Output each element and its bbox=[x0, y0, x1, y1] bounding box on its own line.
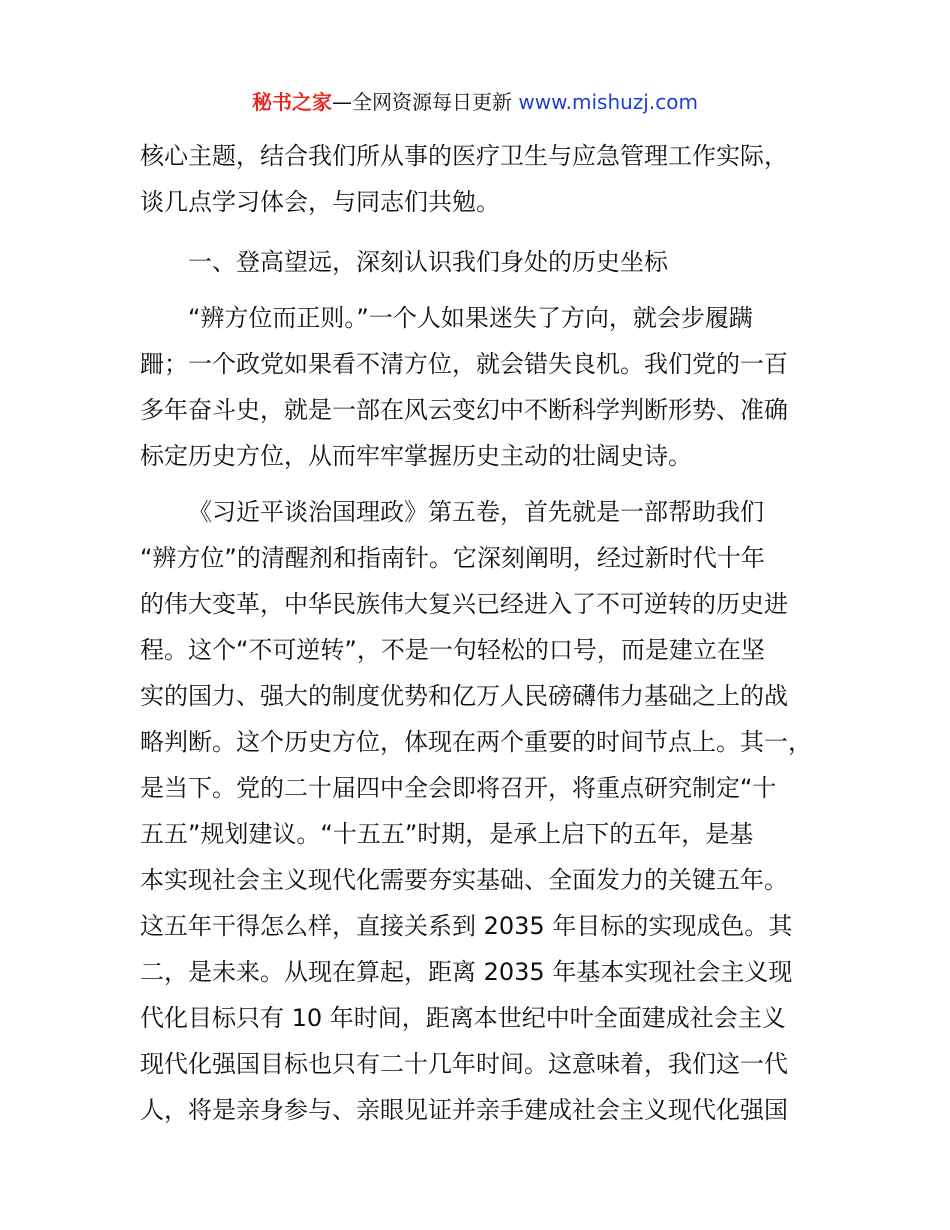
paragraph-line: 代化目标只有 10 年时间，距离本世纪中叶全面建成社会主义 bbox=[140, 1004, 786, 1032]
paragraph-line: 五五”规划建议。“十五五”时期，是承上启下的五年，是基 bbox=[140, 820, 754, 848]
paragraph-line: 实的国力、强大的制度优势和亿万人民磅礴伟力基础之上的战 bbox=[140, 682, 788, 710]
paragraph-line: 程。这个“不可逆转”，不是一句轻松的口号，而是建立在坚 bbox=[140, 636, 765, 664]
paragraph-line: 跚；一个政党如果看不清方位，就会错失良机。我们党的一百 bbox=[140, 350, 788, 378]
paragraph-line: 本实现社会主义现代化需要夯实基础、全面发力的关键五年。 bbox=[140, 866, 788, 894]
document-body bbox=[140, 133, 835, 1133]
site-url-link[interactable]: www.mishuzj.com bbox=[518, 90, 698, 114]
paragraph-line: 的伟大变革，中华民族伟大复兴已经进入了不可逆转的历史进 bbox=[140, 590, 788, 618]
paragraph-line: 现代化强国目标也只有二十几年时间。这意味着，我们这一代 bbox=[140, 1050, 788, 1078]
paragraph-line: 是当下。党的二十届四中全会即将召开，将重点研究制定“十 bbox=[140, 774, 777, 802]
paragraph-line: 谈几点学习体会，与同志们共勉。 bbox=[140, 188, 500, 216]
paragraph-line: 标定历史方位，从而牢牢掌握历史主动的壮阔史诗。 bbox=[140, 442, 692, 470]
page-header bbox=[0, 86, 950, 118]
paragraph-line: “辨方位”的清醒剂和指南针。它深刻阐明，经过新时代十年 bbox=[140, 544, 765, 572]
paragraph-line: 略判断。这个历史方位，体现在两个重要的时间节点上。其一， bbox=[140, 728, 812, 756]
paragraph-line: 核心主题，结合我们所从事的医疗卫生与应急管理工作实际， bbox=[140, 142, 788, 170]
brand-name: 秘书之家 bbox=[252, 90, 333, 114]
paragraph-line: 这五年干得怎么样，直接关系到 2035 年目标的实现成色。其 bbox=[140, 912, 793, 940]
header-tagline: —全网资源每日更新 bbox=[332, 90, 519, 114]
paragraph-line: 多年奋斗史，就是一部在风云变幻中不断科学判断形势、准确 bbox=[140, 396, 788, 424]
paragraph-line: 《习近平谈治国理政》第五卷，首先就是一部帮助我们 bbox=[188, 498, 764, 526]
paragraph-line: “辨方位而正则。”一个人如果迷失了方向，就会步履蹒 bbox=[188, 304, 753, 332]
paragraph-line: 人，将是亲身参与、亲眼见证并亲手建成社会主义现代化强国 bbox=[140, 1096, 788, 1124]
section-heading: 一、登高望远，深刻认识我们身处的历史坐标 bbox=[188, 248, 668, 276]
paragraph-line: 二，是未来。从现在算起，距离 2035 年基本实现社会主义现 bbox=[140, 958, 793, 986]
